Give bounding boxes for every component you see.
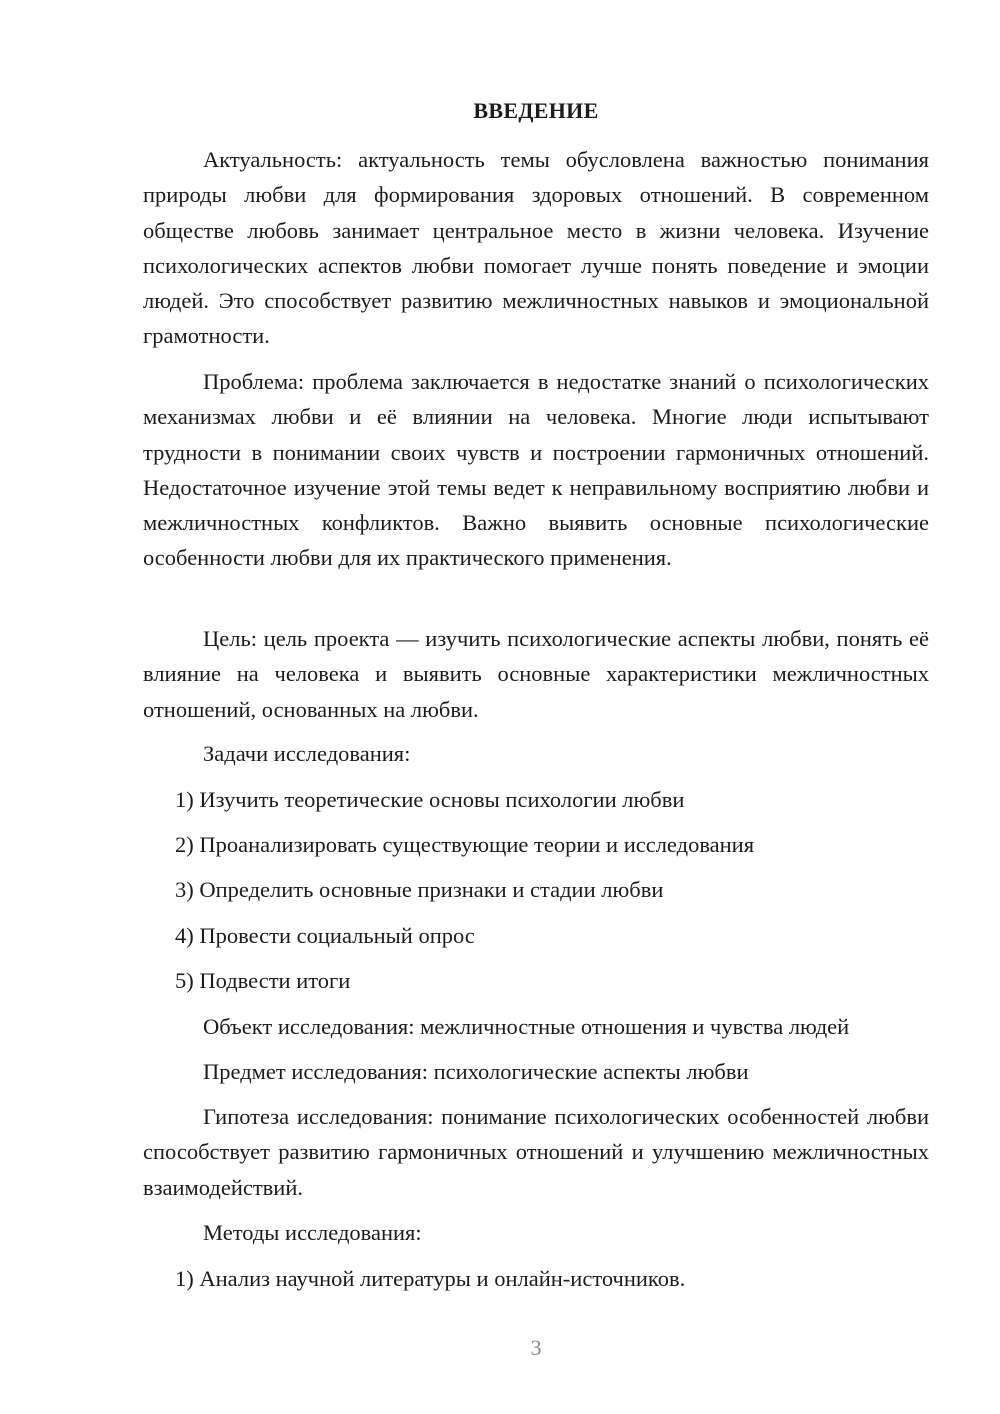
problem-paragraph: Проблема: проблема заключается в недостатке знаний о психологических механизмах любви и её влиянии на человека. Многие люди испытывают трудности в понимании своих чувств и построении гармоничных отношений. Недостаточное изучение этой темы ведет к неправильному восприятию любви и межличностных конфликтов. Важно выявить основные психологические особенности любви для их практического применения. [143,369,929,571]
page-title: ВВЕДЕНИЕ [473,98,599,123]
method-item: 1) Анализ научной литературы и онлайн-источников. [175,1266,686,1291]
tasks-heading: Задачи исследования: [203,741,411,766]
methods-heading: Методы исследования: [203,1220,422,1245]
subject-line: Предмет исследования: психологические аспекты любви [203,1059,749,1084]
hypothesis-paragraph: Гипотеза исследования: понимание психологических особенностей любви способствует развитию гармоничных отношений и улучшению межличностных взаимодействий. [143,1104,929,1200]
task-item: 1) Изучить теоретические основы психологии любви [175,787,685,812]
task-item: 3) Определить основные признаки и стадии любви [175,877,664,902]
object-line: Объект исследования: межличностные отношения и чувства людей [203,1014,850,1039]
goal-paragraph: Цель: цель проекта — изучить психологические аспекты любви, понять её влияние на человека и выявить основные характеристики межличностных отношений, основанных на любви. [143,626,929,722]
task-item: 2) Проанализировать существующие теории и исследования [175,832,755,857]
task-item: 5) Подвести итоги [175,968,351,993]
task-item: 4) Провести социальный опрос [175,923,475,948]
relevance-paragraph: Актуальность: актуальность темы обусловлена важностью понимания природы любви для формирования здоровых отношений. В современном обществе любовь занимает центральное место в жизни человека. Изучение психологических аспектов любви помогает лучше понять поведение и эмоции людей. Это способствует развитию межличностных навыков и эмоциональной грамотности. [143,147,929,349]
page-number: 3 [530,1335,542,1360]
